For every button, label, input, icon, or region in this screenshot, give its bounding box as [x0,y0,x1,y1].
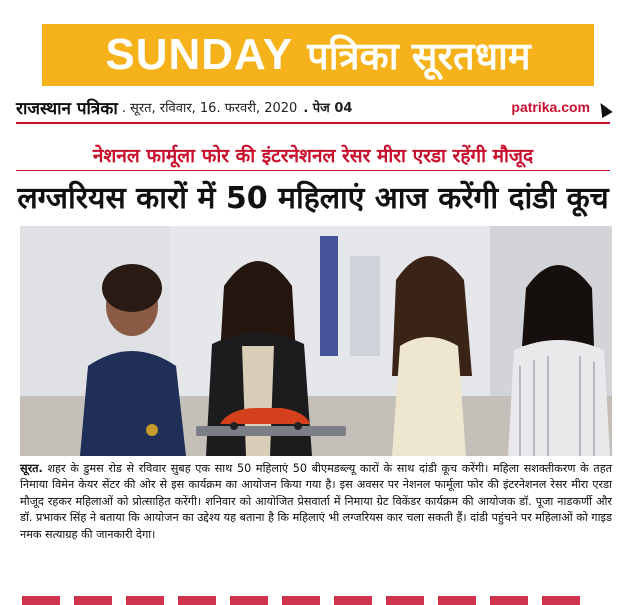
section-banner [42,24,594,86]
banner-title-hindi: पत्रिका सूरतधाम [307,34,531,78]
article-dateline-city: सूरत. [20,462,43,475]
newspaper-masthead: राजस्थान पत्रिका [16,98,118,119]
photo-illustration [20,226,612,456]
next-headline-fragment [22,596,614,605]
website-link[interactable]: patrika.com [511,99,590,115]
top-divider [16,122,610,124]
article-headline: लग्जरियस कारों में 50 महिलाएं आज करेंगी दांडी कूच [17,181,609,216]
article-body-text: शहर के डुमस रोड से रविवार सुबह एक साथ 50 महिलाएं 50 बीएमडब्ल्यू कारों के साथ दांडी कूच करेंगी। महिला सशक्तीकरण के तहत निमाया विमेन केयर सेंटर की ओर से इस कार्यक्रम का आयोजन किया गया है। इस अवसर पर नेशनल फार्मूला फोर की इंटरनेशनल रेसर मीरा एरडा मौजूद रहकर महिलाओं को प्रोत्साहित करेंगी। शनिवार को आयोजित प्रेसवार्ता में निमाया ग्रेट विकेंडर कार्यक्रम की आयोजक डॉ. पूजा नाडकर्णी और डॉ. प्रभाकर सिंह ने बताया कि आयोजन का उद्देश्य यह बताना है कि महिलाएं भी लग्जरियस कार चला सकती हैं। दांडी पहुंचने पर महिलाओं को गाइड नमक सत्याग्रह की जानकारी देगा। [20,462,613,541]
dateline-bar [16,94,610,120]
article-photo [20,226,612,456]
banner-title-english: SUNDAY [105,30,294,79]
edition-details: . सूरत, रविवार, 16. फरवरी, 2020 [121,101,298,116]
cursor-arrow-icon [595,100,612,118]
subhead-divider [16,170,610,171]
article-subheadline: नेशनल फार्मूला फोर की इंटरनेशनल रेसर मीरा एरडा रहेंगी मौजूद [92,145,534,167]
page-number: . पेज 04 [303,101,353,116]
article-body [20,461,612,543]
